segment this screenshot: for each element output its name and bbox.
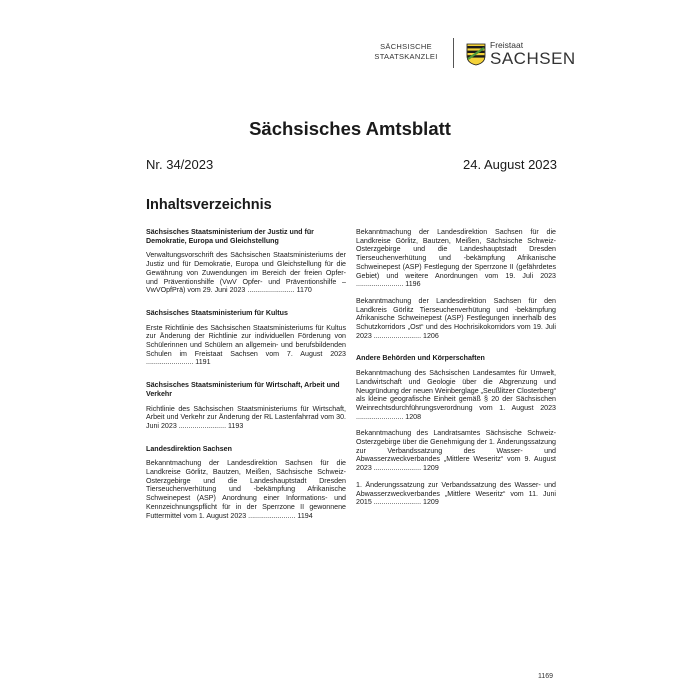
toc-entry-leader: ........................ (176, 421, 229, 430)
page-number: 1169 (538, 673, 554, 680)
toc-entry-leader: ........................ (371, 498, 424, 507)
toc-entry-leader: ........................ (371, 331, 424, 340)
toc-entry-text: Richtlinie des Sächsischen Staatsministeriums für Wirtschaft, Arbeit und Verkehr zur Änderung der RL Lastenfahrrad vom 30. Juni 2023 (146, 404, 346, 430)
issue-date: 24. August 2023 (463, 157, 557, 172)
document-title: Sächsisches Amtsblatt (249, 118, 451, 139)
toc-section-heading: Sächsisches Staatsministerium der Justiz und für Demokratie, Europa und Gleichstellung (146, 228, 314, 245)
toc-section-heading: Sächsisches Staatsministerium für Wirtschaft, Arbeit und Verkehr (146, 381, 340, 398)
staatskanzlei-logo (364, 42, 448, 62)
toc-entry-page: 1191 (195, 358, 211, 367)
toc-section (146, 381, 346, 445)
toc-entry[interactable] (356, 429, 556, 473)
logo-right-small: Freistaat (490, 40, 524, 50)
toc-entry-text: Verwaltungsvorschrift des Sächsischen Staatsministeriums der Justiz und für Demokratie, Europa und Gleichstellung für die Gewährung von Zuwendungen im Bereich der freien Opfer- und Präventionshilfe (VwV Opfer- und Präventionshilfe – VwVOpfPrä) vom 29. Juni 2023 (146, 251, 346, 295)
toc-entry[interactable] (146, 251, 346, 295)
toc-entry[interactable] (356, 297, 556, 341)
toc-entry-page: 1193 (228, 421, 244, 430)
toc-entry-leader: ........................ (246, 511, 298, 520)
toc-entry-text: Bekanntmachung der Landesdirektion Sachsen für die Landkreise Görlitz, Bautzen, Meißen, Sächsische Schweiz-Osterzgebirge und die Landeshauptstadt Dresden Tierseuchenverhütung und -bekämpfung Afrikanische Schweinepest (ASP) Anordnung einer Informations- und Kennzeichnungspflicht für in der Sperrzone II gewonnene Futtermittel vom 1. August 2023 (146, 459, 346, 520)
freistaat-sachsen-logo (490, 40, 576, 68)
toc-entry-page: 1209 (423, 498, 439, 507)
logo-separator (453, 38, 454, 68)
toc-entry[interactable] (356, 228, 556, 289)
toc-left-column (146, 228, 346, 534)
toc-section (146, 309, 346, 381)
toc-entry-leader: ........................ (371, 464, 424, 473)
toc-entry-page: 1206 (423, 331, 439, 340)
toc-right-column (356, 228, 556, 521)
logo-right-big: SACHSEN (490, 49, 576, 68)
toc-entry-leader: ........................ (356, 412, 406, 421)
logo-left-line2: STAATSKANZLEI (374, 52, 438, 61)
toc-entry[interactable] (146, 324, 346, 368)
toc-entry-page: 1170 (296, 286, 312, 295)
toc-entry-text: Bekanntmachung der Landesdirektion Sachsen für die Landkreise Görlitz, Bautzen, Meißen, Sächsische Schweiz-Osterzgebirge und die Landeshauptstadt Dresden Tierseuchenverhütung und -bekämpfung Afrikanische Schweinepest (ASP) Festlegung der Sperrzone II (gefährdetes Gebiet) und weitere Anordnungen vom 19. Juli 2023 (356, 228, 556, 280)
toc-entry-text: Erste Richtlinie des Sächsischen Staatsministeriums für Kultus zur Änderung der Richtlinie zur individuellen Förderung von Schülerinnen und Schülern an allgemein- und berufsbildenden Schulen im Freistaat Sachsen vom 7. August 2023 (146, 323, 346, 358)
toc-entry-page: 1194 (297, 511, 313, 520)
toc-heading: Inhaltsverzeichnis (146, 197, 272, 213)
toc-section-heading: Sächsisches Staatsministerium für Kultus (146, 308, 288, 317)
toc-entry[interactable] (146, 405, 346, 431)
toc-entry[interactable] (356, 369, 556, 421)
toc-entry-leader: ........................ (245, 286, 297, 295)
toc-entry-text: Bekanntmachung des Sächsischen Landesamtes für Umwelt, Landwirtschaft und Geologie über die Abgrenzung und Neugründung der neuen Weinberglage „Seußlitzer Closterberg“ als kleine geografische Einheit gemäß § 20 der Sächsischen Weinrechtsdurchführungsverordnung vom 1. August 2023 (356, 369, 556, 412)
issue-number: Nr. 34/2023 (146, 157, 214, 172)
toc-section (146, 228, 346, 309)
toc-section (356, 354, 556, 521)
logo-left-line1: SÄCHSISCHE (380, 42, 432, 51)
toc-section (146, 445, 346, 535)
toc-entry[interactable] (356, 481, 556, 507)
saxony-crest-icon (466, 43, 486, 66)
toc-entry-page: 1208 (405, 412, 422, 421)
toc-section-heading: Landesdirektion Sachsen (146, 444, 232, 453)
toc-entry-text: Bekanntmachung des Landratsamtes Sächsische Schweiz-Osterzgebirge über die Genehmigung der 1. Änderungssatzung zur Verbandssatzung des Wasser- und Abwasserzweckverbandes „Mittlere Weseritz“ vom 9. August 2023 (356, 429, 556, 473)
section-gap (146, 528, 346, 534)
section-gap (356, 515, 556, 521)
toc-entry-text: Bekanntmachung der Landesdirektion Sachsen für den Landkreis Görlitz Tierseuchenverhütung und -bekämpfung Afrikanische Schweinepest (ASP) Festlegungen innerhalb des Schutzkorridors „Ost“ und des Hochrisikokorridors vom 19. Juli 2023 (356, 296, 556, 340)
toc-section-heading: Andere Behörden und Körperschaften (356, 354, 485, 363)
toc-entry-text: 1. Änderungssatzung zur Verbandssatzung des Wasser- und Abwasserzweckverbandes „Mittlere Weseritz“ vom 11. Juni 2015 (356, 480, 556, 507)
toc-entry-page: 1209 (423, 464, 439, 473)
toc-entry[interactable] (146, 459, 346, 520)
toc-entry-leader: ........................ (356, 280, 406, 289)
toc-section (356, 228, 556, 354)
toc-entry-page: 1196 (405, 280, 421, 289)
toc-entry-leader: ........................ (146, 358, 196, 367)
